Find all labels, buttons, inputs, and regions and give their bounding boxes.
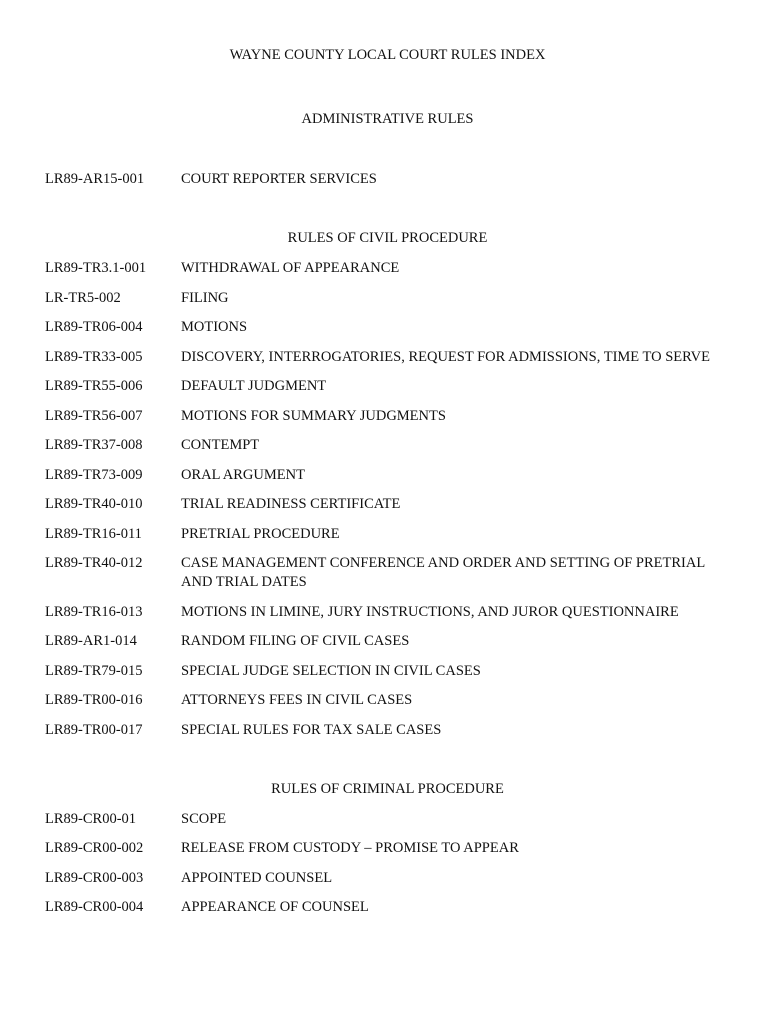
rule-name: COURT REPORTER SERVICES <box>181 171 377 187</box>
rule-row <box>45 632 730 651</box>
rule-row <box>45 554 730 592</box>
rule-name: WITHDRAWAL OF APPEARANCE <box>181 260 400 276</box>
rule-code: LR89-AR15-001 <box>45 171 145 187</box>
rule-row <box>45 259 730 278</box>
rule-row <box>45 348 730 367</box>
rule-name: MOTIONS IN LIMINE, JURY INSTRUCTIONS, AND JUROR QUESTIONNAIRE <box>181 603 679 620</box>
page-title: WAYNE COUNTY LOCAL COURT RULES INDEX <box>229 47 546 63</box>
rule-row <box>45 721 730 740</box>
rule-name: PRETRIAL PROCEDURE <box>181 525 340 542</box>
rule-row <box>45 869 730 888</box>
section-heading: ADMINISTRATIVE RULES <box>301 111 474 127</box>
section-administrative-rules <box>45 110 730 189</box>
rule-name: MOTIONS <box>181 319 248 335</box>
rule-row <box>45 289 730 308</box>
rule-row <box>45 839 730 858</box>
section-criminal-procedure <box>45 780 730 918</box>
rule-code: LR89-AR1-014 <box>45 633 137 649</box>
rule-name: MOTIONS FOR SUMMARY JUDGMENTS <box>181 407 446 424</box>
rule-code: LR89-CR00-003 <box>45 869 144 886</box>
rule-code: LR-TR5-002 <box>45 289 121 306</box>
rule-code: LR89-TR16-013 <box>45 603 143 620</box>
rule-name: TRIAL READINESS CERTIFICATE <box>181 496 401 512</box>
rule-name: APPEARANCE OF COUNSEL <box>181 899 369 915</box>
section-heading: RULES OF CIVIL PROCEDURE <box>287 230 488 246</box>
rule-code: LR89-CR00-01 <box>45 810 137 827</box>
rule-name: ORAL ARGUMENT <box>181 466 305 483</box>
rule-code: LR89-CR00-002 <box>45 840 144 856</box>
rule-name: DEFAULT JUDGMENT <box>181 378 327 394</box>
rule-code: LR89-TR40-010 <box>45 496 143 512</box>
rule-code: LR89-TR73-009 <box>45 466 143 483</box>
rule-row <box>45 407 730 426</box>
rule-code: LR89-TR56-007 <box>45 407 143 424</box>
rule-code: LR89-TR79-015 <box>45 662 143 679</box>
rule-row <box>45 525 730 544</box>
rule-row <box>45 810 730 829</box>
rule-code: LR89-TR33-005 <box>45 348 143 365</box>
rule-row <box>45 466 730 485</box>
rule-name: FILING <box>181 289 229 306</box>
rule-row <box>45 662 730 681</box>
rule-name: SPECIAL RULES FOR TAX SALE CASES <box>181 721 442 738</box>
rule-row <box>45 436 730 455</box>
rule-code: LR89-TR40-012 <box>45 555 143 571</box>
rule-name: CONTEMPT <box>181 437 260 453</box>
rule-name: DISCOVERY, INTERROGATORIES, REQUEST FOR ADMISSIONS, TIME TO SERVE <box>181 348 710 365</box>
section-civil-procedure <box>45 229 730 740</box>
rule-code: LR89-TR06-004 <box>45 319 143 335</box>
rule-name: RELEASE FROM CUSTODY – PROMISE TO APPEAR <box>181 840 519 856</box>
rule-code: LR89-TR00-016 <box>45 692 143 708</box>
rule-name: CASE MANAGEMENT CONFERENCE AND ORDER AND SETTING OF PRETRIAL AND TRIAL DATES <box>181 555 705 590</box>
rule-name: APPOINTED COUNSEL <box>181 869 333 886</box>
rule-row <box>45 170 730 189</box>
rule-name: ATTORNEYS FEES IN CIVIL CASES <box>181 692 413 708</box>
section-heading: RULES OF CRIMINAL PROCEDURE <box>271 780 504 797</box>
rule-row <box>45 691 730 710</box>
rule-code: LR89-TR3.1-001 <box>45 260 147 276</box>
rule-code: LR89-CR00-004 <box>45 899 144 915</box>
rule-row <box>45 898 730 917</box>
rule-row <box>45 495 730 514</box>
rule-row <box>45 603 730 622</box>
rule-name: SPECIAL JUDGE SELECTION IN CIVIL CASES <box>181 662 481 679</box>
rule-code: LR89-TR37-008 <box>45 437 143 453</box>
rule-name: RANDOM FILING OF CIVIL CASES <box>181 633 410 649</box>
rule-code: LR89-TR00-017 <box>45 721 143 738</box>
rule-row <box>45 377 730 396</box>
rule-code: LR89-TR55-006 <box>45 378 143 394</box>
rule-name: SCOPE <box>181 810 227 827</box>
rule-code: LR89-TR16-011 <box>45 525 142 542</box>
rule-row <box>45 318 730 337</box>
